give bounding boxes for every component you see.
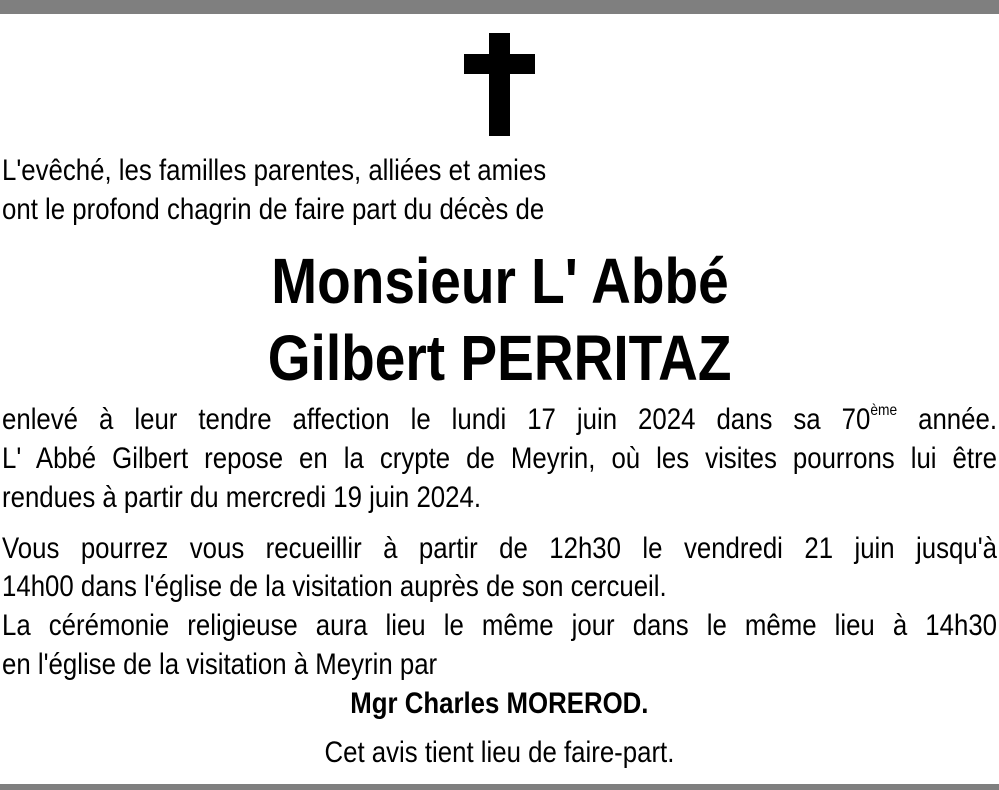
ordinal-suffix: ème bbox=[870, 402, 898, 419]
paragraph-2-line-1: Vous pourrez vous recueillir à partir de 12h30 le vendredi 21 juin jusqu'à bbox=[2, 532, 998, 565]
officiant-name: Mgr Charles MOREROD. bbox=[350, 687, 649, 720]
closing-notice: Cet avis tient lieu de faire-part. bbox=[324, 736, 675, 769]
intro-line-1: L'evêché, les familles parentes, alliées et amies bbox=[2, 154, 547, 187]
year-word: année. bbox=[897, 403, 998, 436]
deceased-title: Monsieur L' Abbé bbox=[270, 245, 729, 317]
intro-line-2: ont le profond chagrin de faire part du décès de bbox=[2, 193, 545, 226]
paragraph-1-line-3: rendues à partir du mercredi 19 juin 2024. bbox=[2, 481, 482, 514]
bottom-border-rule bbox=[0, 784, 999, 790]
paragraph-1-line-1 bbox=[2, 402, 997, 438]
paragraph-2-line-2: 14h00 dans l'église de la visitation auprès de son cercueil. bbox=[2, 570, 667, 603]
paragraph-2-line-4: en l'église de la visitation à Meyrin par bbox=[2, 648, 438, 681]
death-date-text: enlevé à leur tendre affection le lundi 17 juin 2024 dans sa 70 bbox=[2, 403, 871, 436]
top-border-rule bbox=[0, 0, 999, 14]
latin-cross-icon bbox=[464, 33, 535, 136]
deceased-name: Gilbert PERRITAZ bbox=[267, 322, 732, 394]
paragraph-1-line-2: L' Abbé Gilbert repose en la crypte de Meyrin, où les visites pourrons lui être bbox=[2, 442, 998, 475]
paragraph-2-line-3: La cérémonie religieuse aura lieu le même jour dans le même lieu à 14h30 bbox=[2, 609, 998, 642]
